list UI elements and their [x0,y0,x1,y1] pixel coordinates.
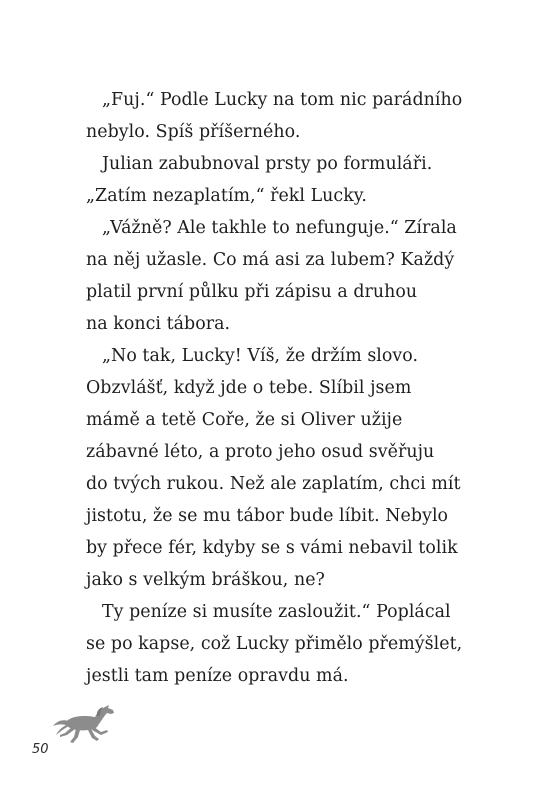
text-line: jestli tam peníze opravdu má. [86,666,349,686]
text-line: na konci tábora. [86,314,231,334]
text-line: „Zatím nezaplatím,“ řekl Lucky. [86,186,367,206]
text-line: do tvých rukou. Než ale zaplatím, chci mít [86,474,461,494]
text-line: „Fuj.“ Podle Lucky na tom nic parádního [102,90,463,110]
text-line: jako s velkým bráškou, ne? [86,570,325,590]
text-line: mámě a tetě Coře, že si Oliver užije [86,410,403,430]
text-line: „Vážně? Ale takhle to nefunguje.“ Zírala [102,218,457,238]
galloping-horse-icon [50,702,120,746]
text-line: Obzvlášť, když jde o tebe. Slíbil jsem [86,378,412,398]
text-line: nebylo. Spíš příšerného. [86,122,301,142]
text-line: „No tak, Lucky! Víš, že držím slovo. [102,346,419,366]
text-line: zábavné léto, a proto jeho osud svěřuju [86,442,435,462]
text-line: Ty peníze si musíte zasloužit.“ Poplácal [102,602,451,622]
text-line: platil první půlku při zápisu a druhou [86,282,418,302]
text-line: Julian zabubnoval prsty po formuláři. [102,154,433,174]
text-line: se po kapse, což Lucky přimělo přemýšlet, [86,634,463,654]
text-line: na něj užasle. Co má asi za lubem? Každý [86,250,455,270]
page-number: 50 [32,742,49,757]
text-line: jistotu, že se mu tábor bude líbit. Nebylo [86,506,449,526]
text-line: by přece fér, kdyby se s vámi nebavil tolik [86,538,458,558]
